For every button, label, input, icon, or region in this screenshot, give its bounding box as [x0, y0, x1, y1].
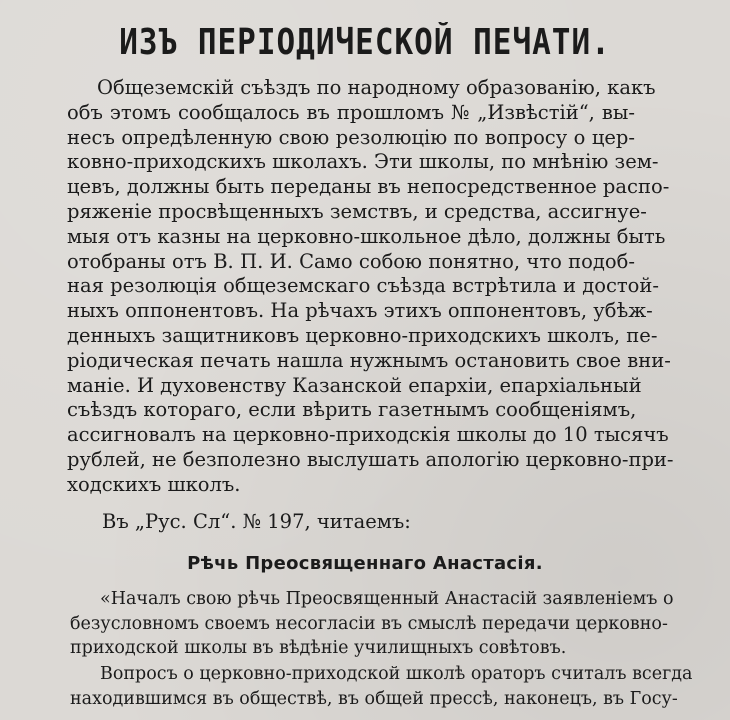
text-line: ная резолюція общеземскаго съѣзда встрѣтила и достой-: [67, 274, 659, 298]
text-line: приходской школы въ вѣдѣніе училищныхъ совѣтовъ.: [70, 638, 567, 658]
quote-paragraph-2: [70, 662, 693, 711]
text-line: «Началъ свою рѣчь Преосвященный Анастасій заявленіемъ о: [100, 589, 674, 609]
page-title: ИЗЪ ПЕРІОДИЧЕСКОЙ ПЕЧАТИ.: [119, 22, 611, 64]
text-line: несъ опредѣленную свою резолюцію по вопросу о цер-: [67, 125, 635, 149]
section-heading: Рѣчь Преосвященнаго Анастасія.: [187, 553, 543, 574]
text-line: отобраны отъ В. П. И. Само собою понятно, что подоб-: [67, 249, 635, 273]
text-line: ходскихъ школъ.: [67, 472, 241, 496]
text-line: цевъ, должны быть переданы въ непосредственное распо-: [67, 175, 670, 199]
text-line: ассигновалъ на церковно-приходскія школы до 10 тысячъ: [67, 423, 669, 447]
text-line: находившимся въ обществѣ, въ общей прессѣ, наконецъ, въ Госу-: [70, 688, 678, 709]
text-line: Общеземскій съѣздъ по народному образованію, какъ: [97, 76, 656, 99]
text-line: Вопросъ о церковно-приходской школѣ ораторъ считалъ всегда: [100, 664, 693, 684]
text-line: рублей, не безполезно выслушать апологію церковно-при-: [67, 447, 674, 471]
paragraph-1: [67, 76, 674, 498]
text-line: мыя отъ казны на церковно-школьное дѣло, должны быть: [67, 224, 666, 248]
text-line: маніе. И духовенству Казанской епархіи, епархіальный: [67, 373, 642, 397]
text-line: съѣздъ котораго, если вѣрить газетнымъ сообщеніямъ,: [67, 398, 637, 422]
text-line: объ этомъ сообщалось въ прошломъ № „Извѣстій“, вы-: [67, 100, 635, 124]
text-line: безусловномъ своемъ несогласіи въ смыслѣ передачи церковно-: [70, 613, 668, 634]
text-line: ковно-приходскихъ школахъ. Эти школы, по мнѣнію зем-: [67, 150, 659, 174]
text-line: ряженіе просвѣщенныхъ земствъ, и средства, ассигнуе-: [67, 199, 647, 223]
text-line: ныхъ оппонентовъ. На рѣчахъ этихъ оппонентовъ, убѣж-: [67, 299, 653, 323]
quote-paragraph-1: [70, 587, 674, 661]
text-line: ріодическая печать нашла нужнымъ остановить свое вни-: [67, 348, 671, 372]
paragraph-2: Въ „Рус. Сл“. № 197, читаемъ:: [102, 510, 411, 533]
text-line: денныхъ защитниковъ церковно-приходскихъ школъ, пе-: [67, 323, 658, 347]
